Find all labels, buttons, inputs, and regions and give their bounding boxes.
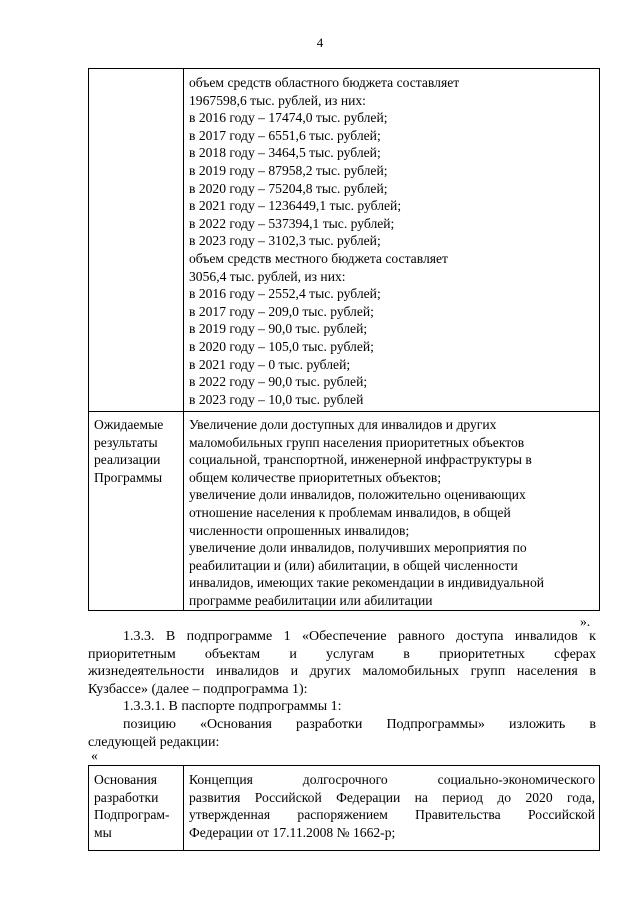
program-passport-table (88, 68, 600, 611)
basis-label-cell (94, 771, 182, 841)
paragraph-line: жизнедеятельности инвалидов и других маломобильных групп населения в (88, 664, 596, 680)
closing-quote: ». (580, 614, 591, 629)
funding-line: 3056,4 тыс. рублей, из них: (189, 268, 346, 284)
funding-line: в 2016 году – 2552,4 тыс. рублей; (189, 286, 381, 302)
row-divider (89, 411, 599, 412)
results-line: маломобильных групп населения приоритетных объектов (189, 434, 525, 450)
funding-cell (189, 74, 599, 408)
paragraph-line: 1.3.3. В подпрограмме 1 «Обеспечение равного доступа инвалидов к (123, 629, 596, 644)
funding-line: в 2023 году – 3102,3 тыс. рублей; (189, 233, 381, 249)
funding-line: в 2023 году – 10,0 тыс. рублей (189, 391, 364, 407)
results-line: увеличение доли инвалидов, положительно оценивающих (189, 487, 526, 503)
funding-line: в 2022 году – 537394,1 тыс. рублей; (189, 215, 395, 231)
results-line: численности опрошенных инвалидов; (189, 522, 410, 538)
funding-line: 1967598,6 тыс. рублей, из них: (189, 92, 366, 108)
results-line: Увеличение доли доступных для инвалидов и других (189, 417, 497, 432)
funding-line: объем средств областного бюджета составляет (189, 75, 460, 90)
results-label-line: Ожидаемые (94, 417, 164, 432)
column-divider (183, 69, 184, 610)
basis-label-line: разработки (94, 789, 159, 805)
body-text (88, 628, 596, 751)
funding-line: в 2022 году – 90,0 тыс. рублей; (189, 374, 368, 390)
funding-line: в 2017 году – 6551,6 тыс. рублей; (189, 127, 381, 143)
basis-text-cell (189, 771, 595, 841)
basis-text-line: Концепция долгосрочного социально-экономического (189, 772, 595, 787)
funding-line: в 2020 году – 75204,8 тыс. рублей; (189, 180, 388, 196)
page-number: 4 (316, 35, 324, 50)
funding-line: в 2019 году – 87958,2 тыс. рублей; (189, 162, 388, 178)
results-line: отношение населения к проблемам инвалидов, в общей (189, 504, 511, 520)
paragraph-line: позицию «Основания разработки Подпрограммы» изложить в (123, 716, 596, 732)
paragraph-line: приоритетным объектам и услугам в приоритетных сферах (88, 646, 596, 662)
paragraph-line: 1.3.3.1. В паспорте подпрограммы 1: (123, 699, 342, 715)
funding-line: в 2016 году – 17474,0 тыс. рублей; (189, 110, 388, 126)
funding-line: в 2021 году – 1236449,1 тыс. рублей; (189, 198, 402, 214)
funding-line: в 2021 году – 0 тыс. рублей; (189, 356, 351, 372)
paragraph-line: Кузбассе» (далее – подпрограмма 1): (88, 681, 308, 697)
basis-text-line: Федерации от 17.11.2008 № 1662-р; (189, 824, 396, 840)
results-cell (189, 416, 599, 610)
opening-quote: « (91, 748, 98, 763)
results-label-line: результаты (94, 434, 158, 450)
paragraph-line: следующей редакции: (88, 734, 220, 750)
results-line: программе реабилитации или абилитации (189, 592, 433, 608)
funding-line: объем средств местного бюджета составляет (189, 250, 448, 266)
results-label-line: реализации (94, 452, 161, 468)
results-line: общем количестве приоритетных объектов; (189, 469, 442, 485)
funding-line: в 2017 году – 209,0 тыс. рублей; (189, 303, 374, 319)
basis-text-line: развития Российской Федерации на период до 2020 года, (189, 789, 595, 805)
results-line: увеличение доли инвалидов, получивших мероприятия по (189, 540, 527, 556)
basis-text-line: утвержденная распоряжением Правительства Российской (189, 807, 595, 823)
results-label-line: Программы (94, 469, 163, 485)
basis-table (88, 765, 600, 851)
funding-line: в 2020 году – 105,0 тыс. рублей; (189, 338, 374, 354)
basis-label-line: мы (94, 824, 112, 840)
results-line: реабилитации и (или) абилитации, в общей численности (189, 557, 518, 573)
funding-line: в 2019 году – 90,0 тыс. рублей; (189, 321, 368, 337)
results-label-cell (94, 416, 182, 486)
results-line: социальной, транспортной, инженерной инфраструктуры в (189, 452, 532, 468)
column-divider (183, 766, 184, 850)
results-line: инвалидов, имеющих такие рекомендации в индивидуальной (189, 575, 545, 591)
basis-label-line: Подпрограм- (94, 807, 170, 823)
funding-line: в 2018 году – 3464,5 тыс. рублей; (189, 145, 381, 161)
basis-label-line: Основания (94, 772, 157, 787)
